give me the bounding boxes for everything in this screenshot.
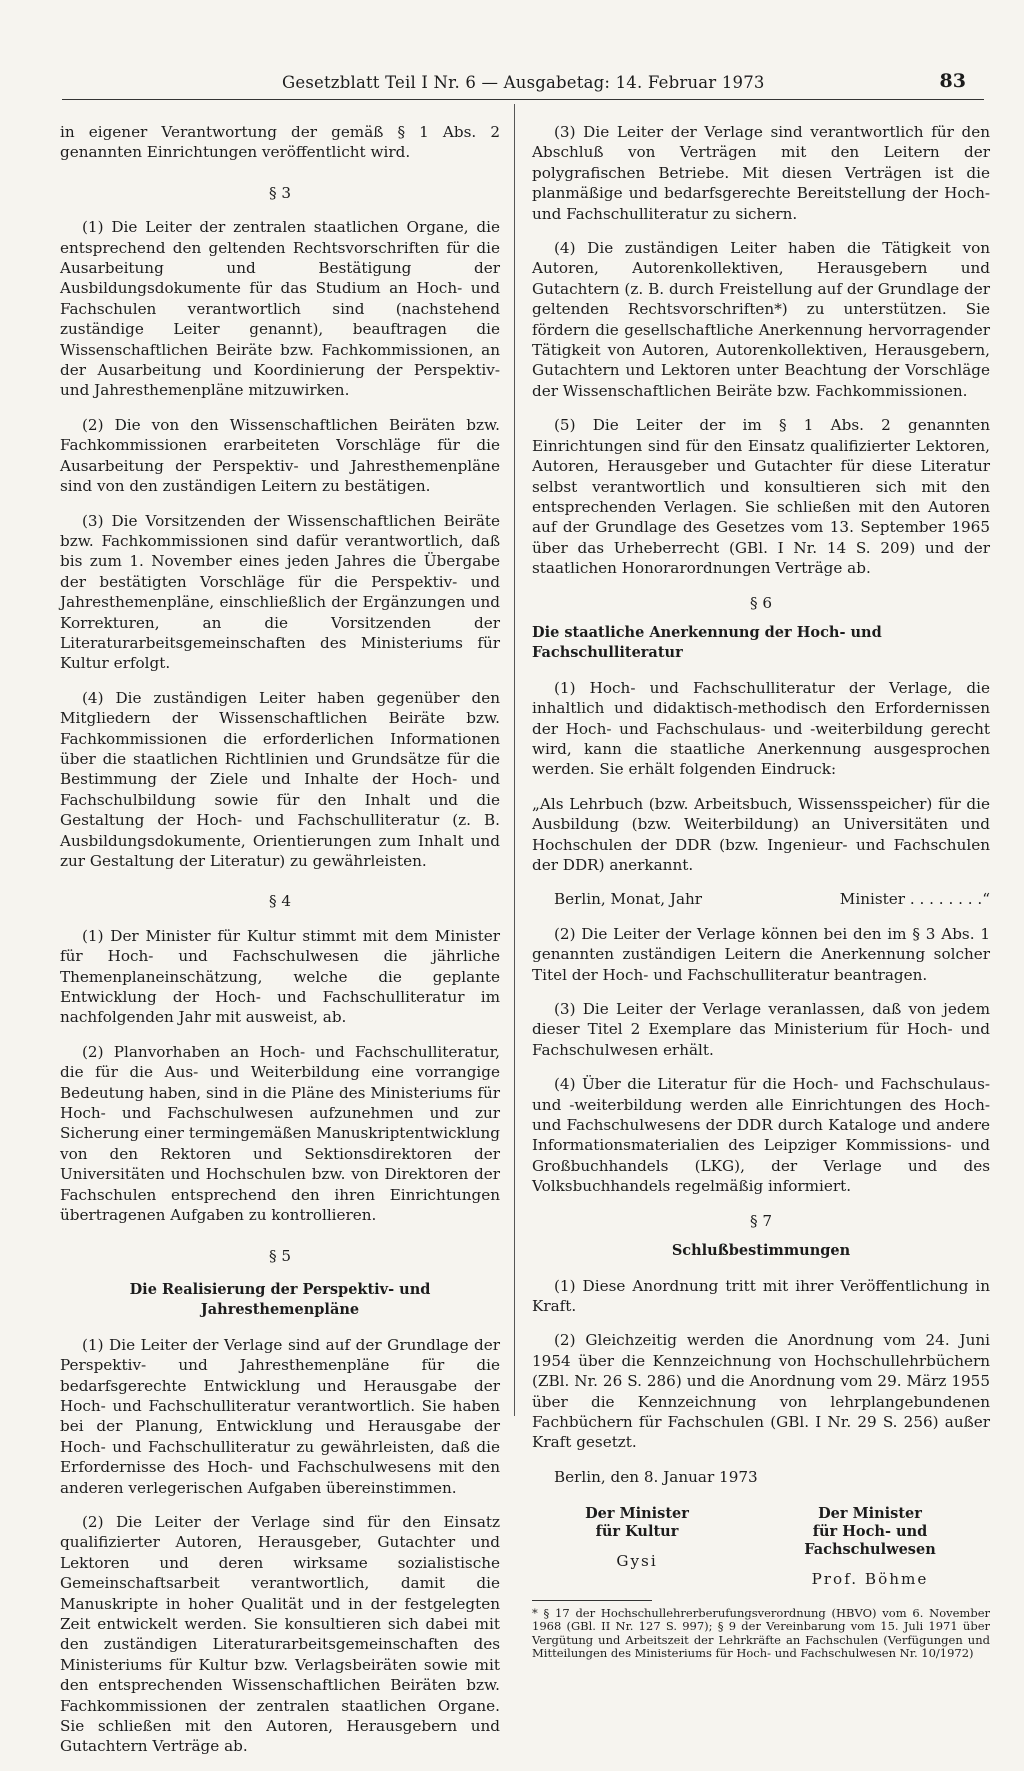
paragraph: (5) Die Leiter der im § 1 Abs. 2 genannten Einrichtungen sind für den Einsatz qualifizierter Lektoren, Autoren, Herausgeber und Gutachter für diese Literatur selbst verantwortlich und konsultieren sich mit den entsprechenden Verlagen. Sie schließen mit den Autoren auf der Grundlage des Gesetzes vom 13. September 1965 über das Urheberrecht (GBl. I Nr. 14 S. 209) und der staatlichen Honorarordnungen Verträge ab. <box>532 416 990 578</box>
section-7-number: § 7 <box>749 1211 773 1230</box>
right-column <box>532 122 990 1661</box>
paragraph: (1) Die Leiter der Verlage sind auf der Grundlage der Perspektiv- und Jahresthemenpläne für die bedarfsgerechte Entwicklung und Herausgabe der Hoch- und Fachschulliteratur verantwortlich. Sie haben bei der Planung, Entwicklung und Herausgabe der Hoch- und Fachschulliteratur zu gewährleisten, daß die Erfordernisse des Hoch- und Fachschulwesens mit den anderen verlegerischen Aufgaben übereinstimmen. <box>60 1335 500 1497</box>
footnote: * § 17 der Hochschullehrerberufungsverordnung (HBVO) vom 6. November 1968 (GBl. II Nr. 127 S. 997); § 9 der Vereinbarung vom 15. Juli 1971 über Vergütung und Arbeitszeit der Lehrkräfte an Fachschulen (Verfügungen und Mitteilungen des Ministeriums für Hoch- und Fachschulwesen Nr. 10/1972) <box>532 1605 990 1661</box>
paragraph: (4) Die zuständigen Leiter haben gegenüber den Mitgliedern der Wissenschaftlichen Beiräte bzw. Fachkommissionen die erforderlichen Informationen über die staatlichen Richtlinien und Grundsätze für die Bestimmung der Ziele und Inhalte der Hoch- und Fachschulbildung sowie für den Inhalt und die Gestaltung der Hoch- und Fachschulliteratur (z. B. Ausbildungsdokumente, Orientierungen zum Inhalt und zur Gestaltung der Literatur) zu gewährleisten. <box>60 688 500 870</box>
signatures <box>532 1505 990 1589</box>
signing-date: Berlin, den 8. Januar 1973 <box>554 1467 758 1486</box>
signature-name: Gysi <box>616 1552 658 1571</box>
signature-role: Der Minister <box>585 1505 689 1523</box>
paragraph: (3) Die Vorsitzenden der Wissenschaftlichen Beiräte bzw. Fachkommissionen sind dafür verantwortlich, daß bis zum 1. November eines jeden Jahres die Übergabe der bestätigten Vorschläge für die Perspektiv- und Jahresthemenpläne, einschließlich der Ergänzungen und Korrekturen, an die Vorsitzenden der Literaturarbeitsgemeinschaften des Ministeriums für Kultur erfolgt. <box>60 511 500 673</box>
signature-role: für Hoch- und Fachschulwesen <box>804 1523 936 1559</box>
place-date-placeholder: Berlin, Monat, Jahr <box>554 890 703 909</box>
paragraph: (2) Die Leiter der Verlage sind für den Einsatz qualifizierter Autoren, Herausgeber, Gutachter und Lektoren und deren wirksame sozialistische Gemeinschaftsarbeit verantwortlich, damit die Manuskripte in hoher Qualität und in der festgelegten Zeit entwickelt werden. Sie konsultieren sich dabei mit den zuständigen Literaturarbeitsgemeinschaften des Ministeriums für Kultur bzw. Verlagsbeiräten sowie mit den entsprechenden Wissenschaftlichen Beiräten bzw. Fachkommissionen der zentralen staatlichen Organe. Sie schließen mit den Autoren, Herausgebern und Gutachtern Verträge ab. <box>60 1512 500 1756</box>
paragraph: (2) Die von den Wissenschaftlichen Beiräten bzw. Fachkommissionen erarbeiteten Vorschläge für die Ausarbeitung der Perspektiv- und Jahresthemenpläne sind von den zuständigen Leitern zu bestätigen. <box>60 415 500 496</box>
column-divider <box>514 104 515 1416</box>
paragraph: (4) Über die Literatur für die Hoch- und Fachschulaus- und -weiterbildung werden alle Einrichtungen des Hoch- und Fachschulwesens der DDR durch Kataloge und andere Informationsmaterialien des Leipziger Kommissions- und Großbuchhandels (LKG), der Verlage und des Volksbuchhandels regelmäßig informiert. <box>532 1075 990 1196</box>
paragraph: (2) Planvorhaben an Hoch- und Fachschulliteratur, die für die Aus- und Weiterbildung eine vorrangige Bedeutung haben, sind in die Pläne des Ministeriums für Hoch- und Fachschulwesen aufzunehmen und zur Sicherung einer termingemäßen Manuskriptentwicklung von den Rektoren und Sektionsdirektoren der Universitäten und Hochschulen bzw. von Direktoren der Fachschulen entsprechend den ihren Einrichtungen übertragenen Aufgaben zu kontrollieren. <box>60 1042 500 1225</box>
paragraph: (1) Der Minister für Kultur stimmt mit dem Minister für Hoch- und Fachschulwesen die jährliche Themenplaneinschätzung, welche die geplante Entwicklung der Hoch- und Fachschulliteratur im nachfolgenden Jahr mit ausweist, ab. <box>60 926 500 1027</box>
quote-block: „Als Lehrbuch (bzw. Arbeitsbuch, Wissensspeicher) für die Ausbildung (bzw. Weiterbildung) an Universitäten und Hochschulen der DDR (bzw. Ingenieur- und Fachschulen der DDR) anerkannt. <box>532 794 990 874</box>
page-number: 83 <box>939 70 966 92</box>
section-4-number: § 4 <box>268 892 292 911</box>
signature-minister-culture <box>552 1505 722 1589</box>
paragraph: (1) Die Leiter der zentralen staatlichen Organe, die entsprechend den geltenden Rechtsvorschriften für die Ausarbeitung und Bestätigung der Ausbildungsdokumente für das Studium an Hoch- und Fachschulen verantwortlich sind (nachstehend zuständige Leiter genannt), beauftragen die Wissenschaftlichen Beiräte bzw. Fachkommissionen, an der Ausarbeitung und Koordinierung der Perspektiv- und Jahresthemenpläne mitzuwirken. <box>60 218 500 400</box>
paragraph: (2) Die Leiter der Verlage können bei den im § 3 Abs. 1 genannten zuständigen Leitern die Anerkennung solcher Titel der Hoch- und Fachschulliteratur beantragen. <box>532 924 990 984</box>
section-5-number: § 5 <box>268 1246 292 1265</box>
header-title: Gesetzblatt Teil I Nr. 6 — Ausgabetag: 14. Februar 1973 <box>282 73 765 92</box>
paragraph: (4) Die zuständigen Leiter haben die Tätigkeit von Autoren, Autorenkollektiven, Herausgebern und Gutachtern (z. B. durch Freistellung auf der Grundlage der geltenden Rechtsvorschriften*) zu unterstützen. Sie fördern die gesellschaftliche Anerkennung hervorragender Tätigkeit von Autoren, Autorenkollektiven, Herausgebern, Gutachtern und Lektoren unter Beachtung der Vorschläge der Wissenschaftlichen Beiräte bzw. Fachkommissionen. <box>532 239 990 400</box>
footnote-rule <box>532 1600 652 1601</box>
section-3-number: § 3 <box>268 183 292 202</box>
paragraph: in eigener Verantwortung der gemäß § 1 Abs. 2 genannten Einrichtungen veröffentlicht wird. <box>60 123 500 162</box>
minister-placeholder: Minister . . . . . . . .“ <box>839 890 990 909</box>
section-6-heading: Die staatliche Anerkennung der Hoch- und Fachschulliteratur <box>532 623 882 662</box>
paragraph: (3) Die Leiter der Verlage sind verantwortlich für den Abschluß von Verträgen mit den Leitern der polygrafischen Betriebe. Mit diesen Verträgen ist die planmäßige und bedarfsgerechte Bereitstellung der Hoch- und Fachschulliteratur zu sichern. <box>532 123 990 223</box>
signature-name: Prof. Böhme <box>811 1570 929 1589</box>
recognition-signature-line <box>554 889 990 909</box>
signature-role: für Kultur <box>595 1523 679 1541</box>
signature-role: Der Minister <box>818 1505 922 1523</box>
page-header <box>60 70 984 100</box>
section-7-heading: Schlußbestimmungen <box>671 1242 851 1260</box>
paragraph: (2) Gleichzeitig werden die Anordnung vom 24. Juni 1954 über die Kennzeichnung von Hochschullehrbüchern (ZBl. Nr. 26 S. 286) und die Anordnung vom 29. März 1955 über die Kennzeichnung von lehrplangebundenen Fachbüchern für Fachschulen (GBl. I Nr. 29 S. 256) außer Kraft gesetzt. <box>532 1331 990 1452</box>
paragraph: (1) Hoch- und Fachschulliteratur der Verlage, die inhaltlich und didaktisch-methodisch den Erfordernissen der Hoch- und Fachschulaus- und -weiterbildung gerecht wird, kann die staatliche Anerkennung ausgesprochen werden. Sie erhält folgenden Eindruck: <box>532 678 990 779</box>
section-6-number: § 6 <box>749 593 773 612</box>
left-column <box>60 122 500 1771</box>
header-rule <box>62 99 984 100</box>
section-5-heading: Die Realisierung der Perspektiv- und Jahresthemenpläne <box>129 1280 431 1319</box>
paragraph: (1) Diese Anordnung tritt mit ihrer Veröffentlichung in Kraft. <box>532 1276 990 1315</box>
paragraph: (3) Die Leiter der Verlage veranlassen, daß von jedem dieser Titel 2 Exemplare das Ministerium für Hoch- und Fachschulwesen erhält. <box>532 1000 990 1059</box>
signature-minister-education <box>750 1505 990 1589</box>
